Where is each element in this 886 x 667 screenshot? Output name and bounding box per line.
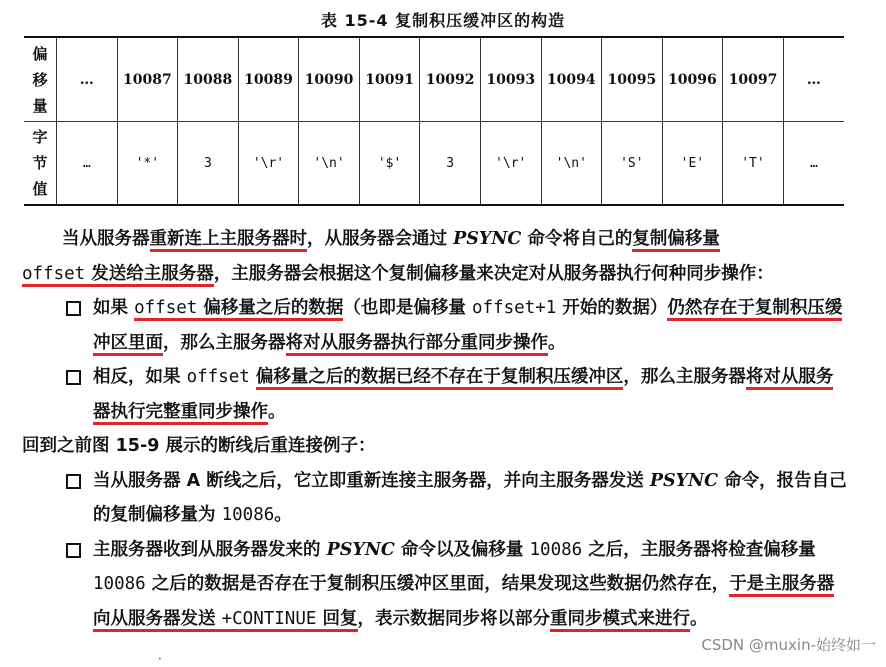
byte-cell: 'S'	[602, 122, 663, 206]
table-caption: 表 15-4 复制积压缓冲区的构造	[320, 11, 566, 30]
bullet-slave-reconnect: 当从服务器 A 断线之后，它立即重新连接主服务器，并向主服务器发送 PSYNC 命令，报告自己的复制偏移量为 10086。	[22, 464, 848, 533]
offset-cell: 10089	[238, 37, 299, 122]
offset-cell: 10096	[662, 37, 723, 122]
byte-cell: …	[783, 122, 844, 206]
offset-cell: 10097	[723, 37, 784, 122]
byte-cell: …	[57, 122, 118, 206]
offset-cell: …	[57, 37, 118, 122]
offset-cell: 10093	[480, 37, 541, 122]
backlog-buffer-table	[24, 36, 844, 206]
byte-cell: '\n'	[299, 122, 360, 206]
paragraph-example-intro: 回到之前图 15-9 展示的断线后重连接例子：	[22, 436, 376, 456]
offset-cell: …	[783, 37, 844, 122]
offset-row	[24, 37, 844, 122]
byte-cell: 'T'	[723, 122, 784, 206]
byte-cell: 'E'	[662, 122, 723, 206]
body-text	[22, 222, 848, 636]
checkbox-bullet-icon	[66, 301, 81, 316]
bullet-master-continue: 主服务器收到从服务器发来的 PSYNC 命令以及偏移量 10086 之后，主服务器将检查偏移量 10086 之后的数据是否存在于复制积压缓冲区里面，结果发现这些数据仍然存在，于是主服务器向从服务器发送 +CONTINUE 回复，表示数据同步将以部分重同步模式来进行。	[22, 533, 848, 637]
byte-cell: '*'	[117, 122, 178, 206]
byte-cell: 3	[178, 122, 239, 206]
offset-cell: 10094	[541, 37, 602, 122]
byte-cell: '$'	[359, 122, 420, 206]
checkbox-bullet-icon	[66, 543, 81, 558]
checkbox-bullet-icon	[66, 474, 81, 489]
byte-cell: 3	[420, 122, 481, 206]
byte-cell: '\r'	[238, 122, 299, 206]
offset-row-label: 偏移量	[24, 37, 57, 122]
bullet-full-resync: 相反，如果 offset 偏移量之后的数据已经不存在于复制积压缓冲区，那么主服务器将对从服务器执行完整重同步操作。	[22, 360, 848, 429]
offset-cell: 10088	[178, 37, 239, 122]
byte-row-label: 字节值	[32, 128, 48, 198]
checkbox-bullet-icon	[66, 370, 81, 385]
offset-cell: 10091	[359, 37, 420, 122]
offset-cell: 10087	[117, 37, 178, 122]
byte-cell: '\r'	[480, 122, 541, 206]
paragraph-reconnect: 当从服务器重新连上主服务器时，从服务器会通过 PSYNC 命令将自己的复制偏移量 offset 发送给主服务器，主服务器会根据这个复制偏移量来决定对从服务器执行何种同步操作：	[22, 222, 848, 291]
bullet-partial-resync: 如果 offset 偏移量之后的数据（也即是偏移量 offset+1 开始的数据）仍然存在于复制积压缓冲区里面，那么主服务器将对从服务器执行部分重同步操作。	[22, 291, 848, 360]
byte-cell: '\n'	[541, 122, 602, 206]
offset-cell: 10090	[299, 37, 360, 122]
offset-cell: 10095	[602, 37, 663, 122]
byte-row	[24, 122, 844, 206]
stray-dot: ·	[158, 652, 162, 666]
offset-cell: 10092	[420, 37, 481, 122]
csdn-watermark: CSDN @muxin-始终如一	[701, 636, 876, 654]
